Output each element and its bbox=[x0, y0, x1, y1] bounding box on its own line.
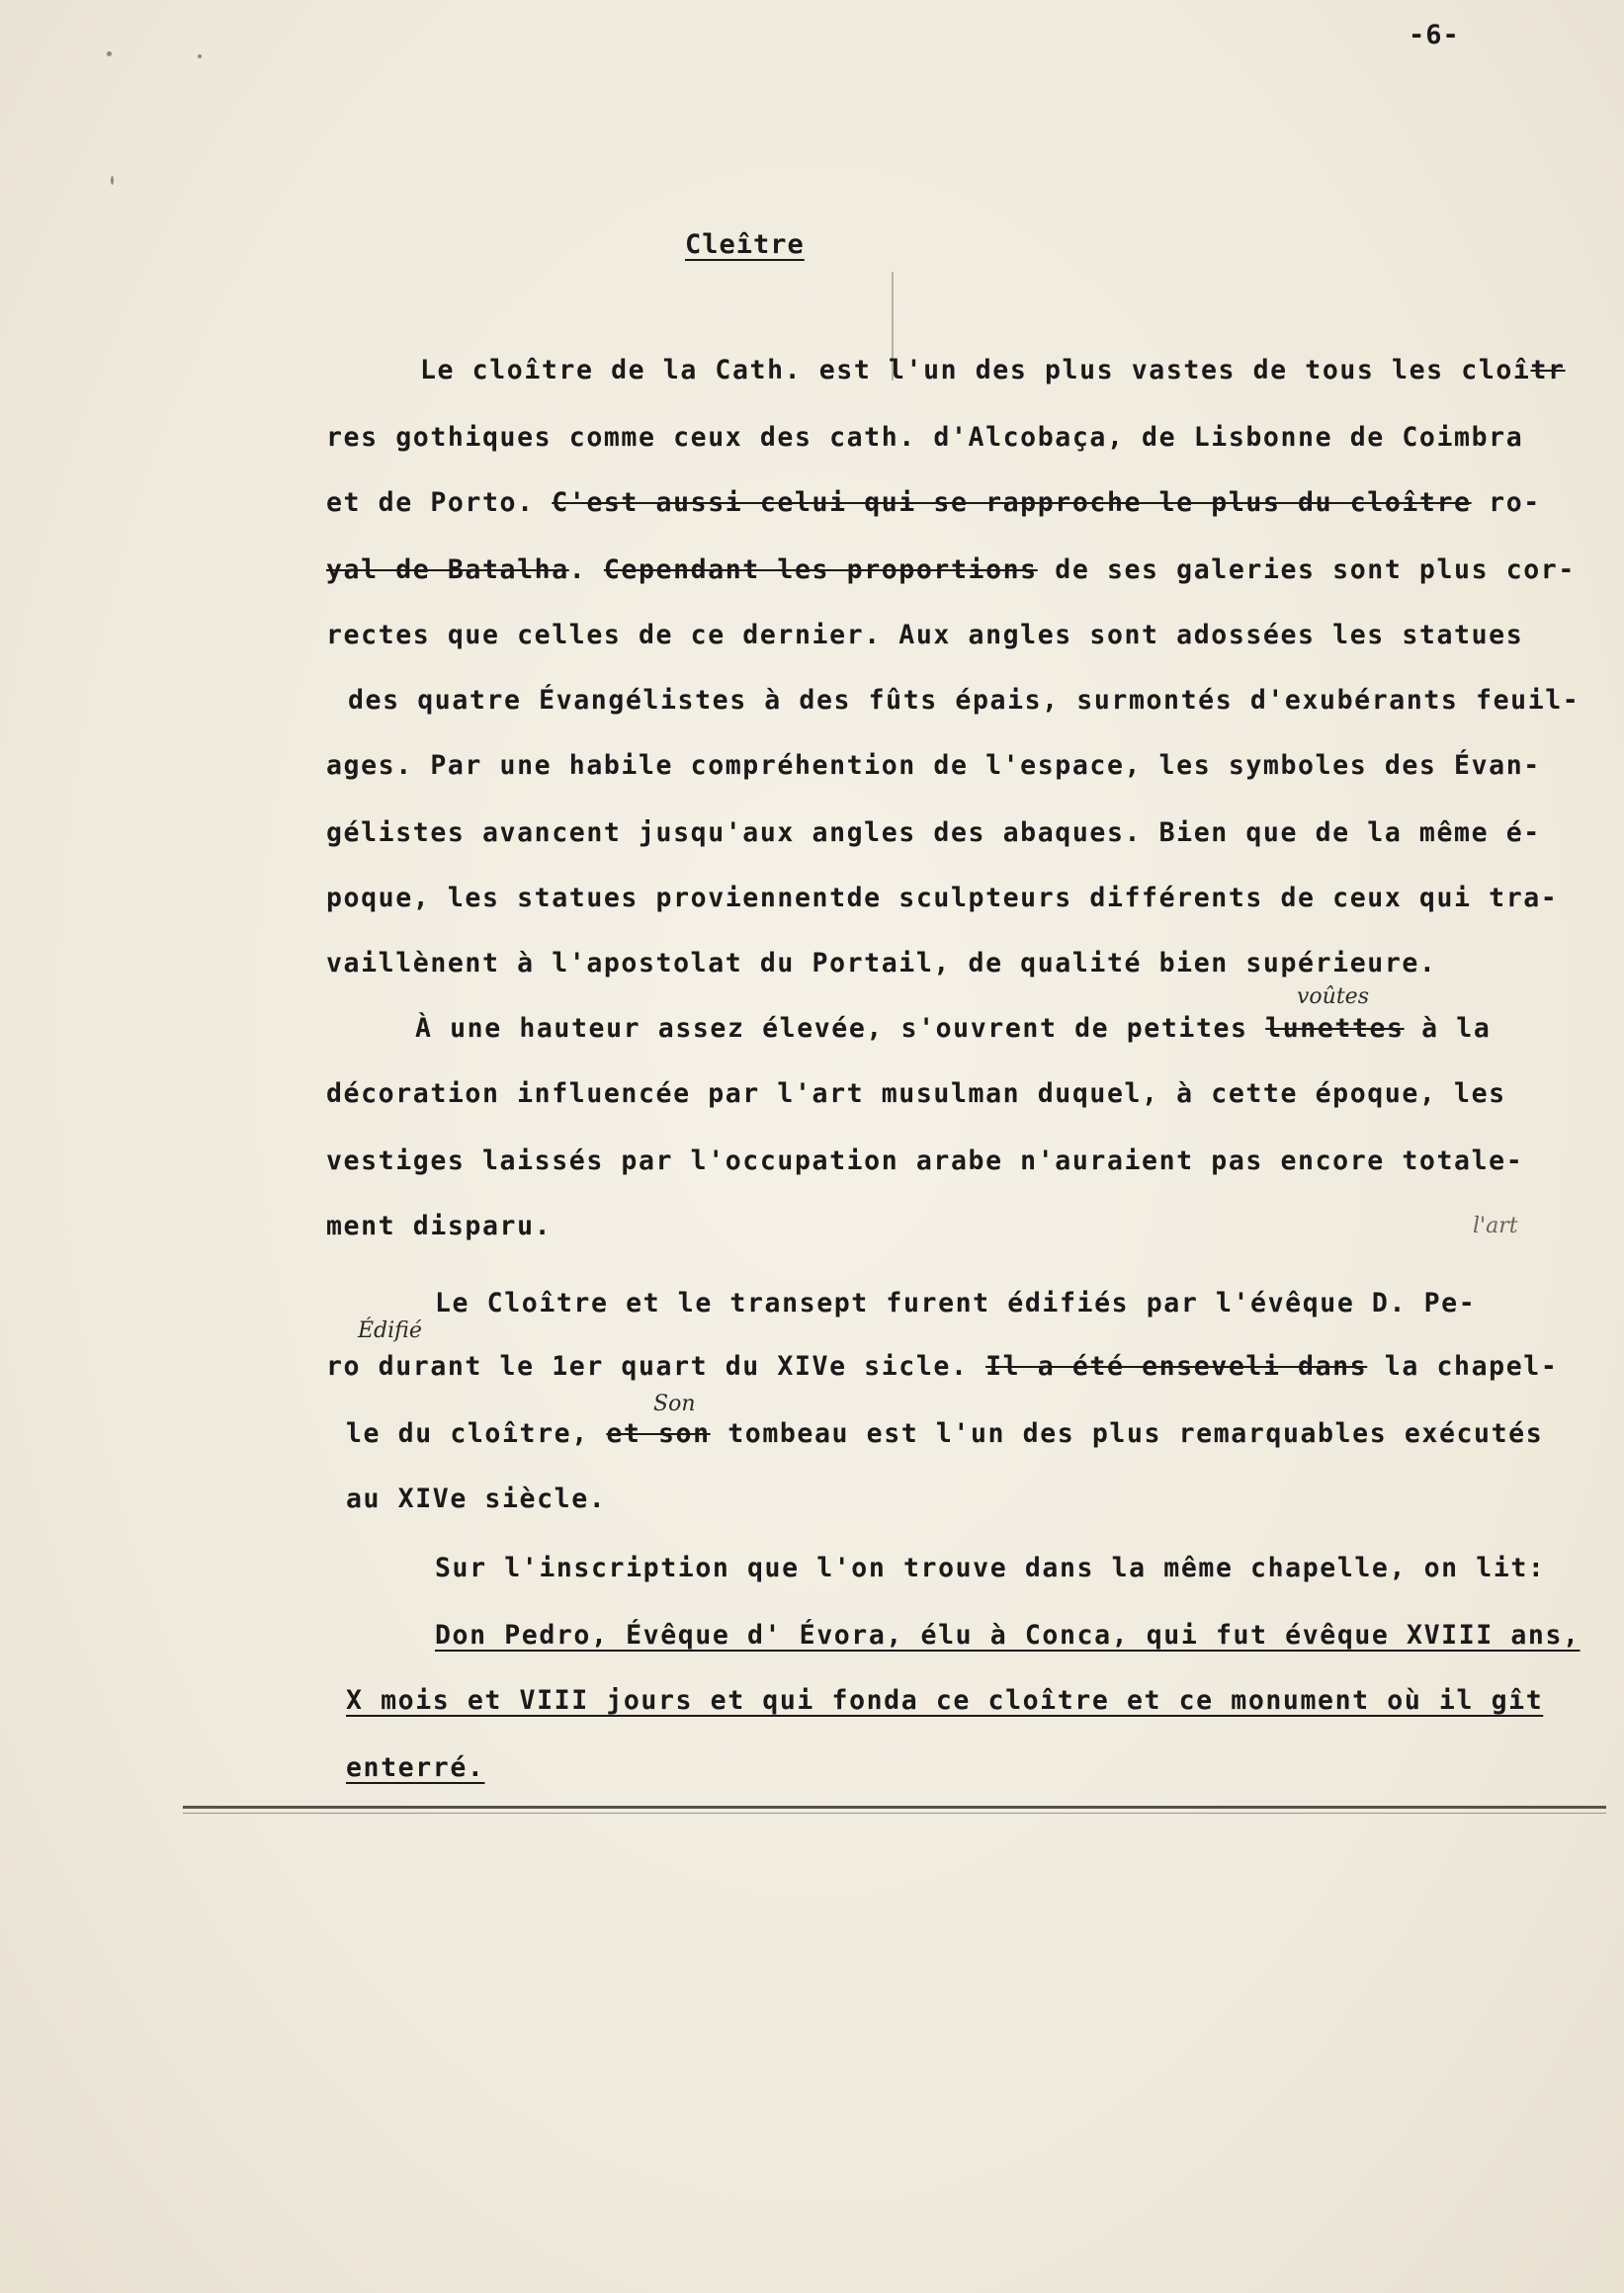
line-segment: Sur l'inscription que l'on trouve dans la même chapelle, on lit: bbox=[435, 1553, 1546, 1583]
line-segment: gélistes avancent jusqu'aux angles des abaques. Bien que de la même é- bbox=[326, 817, 1541, 848]
line-segment: . bbox=[568, 554, 604, 585]
text-line bbox=[346, 1686, 1543, 1716]
text-line bbox=[415, 1014, 1491, 1044]
line-segment: ment disparu. bbox=[326, 1211, 553, 1241]
line-segment: vestiges laissés par l'occupation arabe n'auraient pas encore totale- bbox=[326, 1146, 1524, 1176]
line-segment: décoration influencée par l'art musulman duquel, à cette époque, les bbox=[326, 1078, 1506, 1109]
line-segment: vaillènent à l'apostolat du Portail, de qualité bien supérieure. bbox=[326, 948, 1437, 978]
text-line bbox=[326, 949, 1436, 978]
text-line bbox=[326, 488, 1541, 518]
line-segment: res gothiques comme ceux des cath. d'Alcobaça, de Lisbonne de Coimbra bbox=[326, 422, 1524, 453]
struck-text: Il a été enseveli dans bbox=[985, 1351, 1368, 1382]
struck-text: tr bbox=[1530, 355, 1566, 385]
line-segment: poque, les statues proviennentde sculpteurs différents de ceux qui tra- bbox=[326, 883, 1559, 913]
paper-speck bbox=[107, 51, 112, 56]
line-segment: Le cloître de la Cath. est l'un des plus vastes de tous les cloî bbox=[420, 355, 1531, 385]
text-line bbox=[326, 1079, 1506, 1109]
line-segment: ages. Par une habile compréhention de l'espace, les symboles des Évan- bbox=[326, 750, 1541, 781]
text-line bbox=[326, 818, 1541, 848]
text-line bbox=[326, 884, 1558, 913]
struck-text: et son bbox=[606, 1418, 711, 1449]
handwritten-note: l'art bbox=[1473, 1214, 1518, 1238]
text-line bbox=[326, 621, 1523, 650]
line-segment: rectes que celles de ce dernier. Aux angles sont adossées les statues bbox=[326, 620, 1524, 650]
handwritten-note: voûtes bbox=[1297, 984, 1369, 1009]
text-line bbox=[326, 1212, 552, 1241]
line-segment: ro durant le 1er quart du XIVe sicle. bbox=[326, 1351, 986, 1382]
text-line bbox=[326, 423, 1523, 453]
struck-text: C'est aussi celui qui se rapproche le plus du cloître bbox=[552, 487, 1472, 518]
struck-text: yal de Batalha bbox=[326, 554, 569, 585]
text-line bbox=[348, 686, 1580, 716]
text-line bbox=[435, 1621, 1581, 1651]
text-line bbox=[326, 1352, 1558, 1382]
line-segment: le du cloître, bbox=[346, 1418, 607, 1449]
text-line bbox=[435, 1289, 1476, 1318]
text-line bbox=[420, 356, 1566, 385]
text-line bbox=[326, 751, 1541, 781]
text-line bbox=[326, 1146, 1523, 1176]
handwritten-note: Édifié bbox=[358, 1318, 422, 1343]
line-segment: ro- bbox=[1471, 487, 1541, 518]
page-rule bbox=[183, 1806, 1606, 1809]
line-segment: au XIVe siècle. bbox=[346, 1484, 607, 1514]
text-line bbox=[346, 1753, 484, 1783]
line-segment: tombeau est l'un des plus remarquables exécutés bbox=[710, 1418, 1544, 1449]
underlined-text: enterré. bbox=[346, 1752, 485, 1783]
paper-speck bbox=[111, 176, 114, 185]
page-rule bbox=[183, 1813, 1606, 1814]
struck-text: Cependant les proportions bbox=[603, 554, 1038, 585]
text-line bbox=[346, 1419, 1543, 1449]
underlined-text: Don Pedro, Évêque d' Évora, élu à Conca, qui fut évêque XVIII ans, bbox=[435, 1620, 1581, 1651]
text-line bbox=[346, 1485, 606, 1514]
page-title: Cleître bbox=[685, 229, 805, 260]
line-segment: Le Cloître et le transept furent édifiés par l'évêque D. Pe- bbox=[435, 1288, 1477, 1318]
line-segment: la chapel- bbox=[1367, 1351, 1559, 1382]
page-number: -6- bbox=[1409, 20, 1460, 50]
line-segment: à la bbox=[1404, 1013, 1492, 1044]
paper-speck bbox=[198, 54, 202, 58]
handwritten-note: Son bbox=[653, 1392, 696, 1416]
struck-text: lunettes bbox=[1265, 1013, 1405, 1044]
line-segment: et de Porto. bbox=[326, 487, 553, 518]
underlined-text: X mois et VIII jours et qui fonda ce cloître et ce monument où il gît bbox=[346, 1685, 1544, 1716]
line-segment: À une hauteur assez élevée, s'ouvrent de petites bbox=[415, 1013, 1266, 1044]
text-line bbox=[326, 555, 1576, 585]
line-segment: de ses galeries sont plus cor- bbox=[1037, 554, 1576, 585]
line-segment: des quatre Évangélistes à des fûts épais, surmontés d'exubérants feuil- bbox=[348, 685, 1581, 716]
text-line bbox=[435, 1554, 1545, 1583]
